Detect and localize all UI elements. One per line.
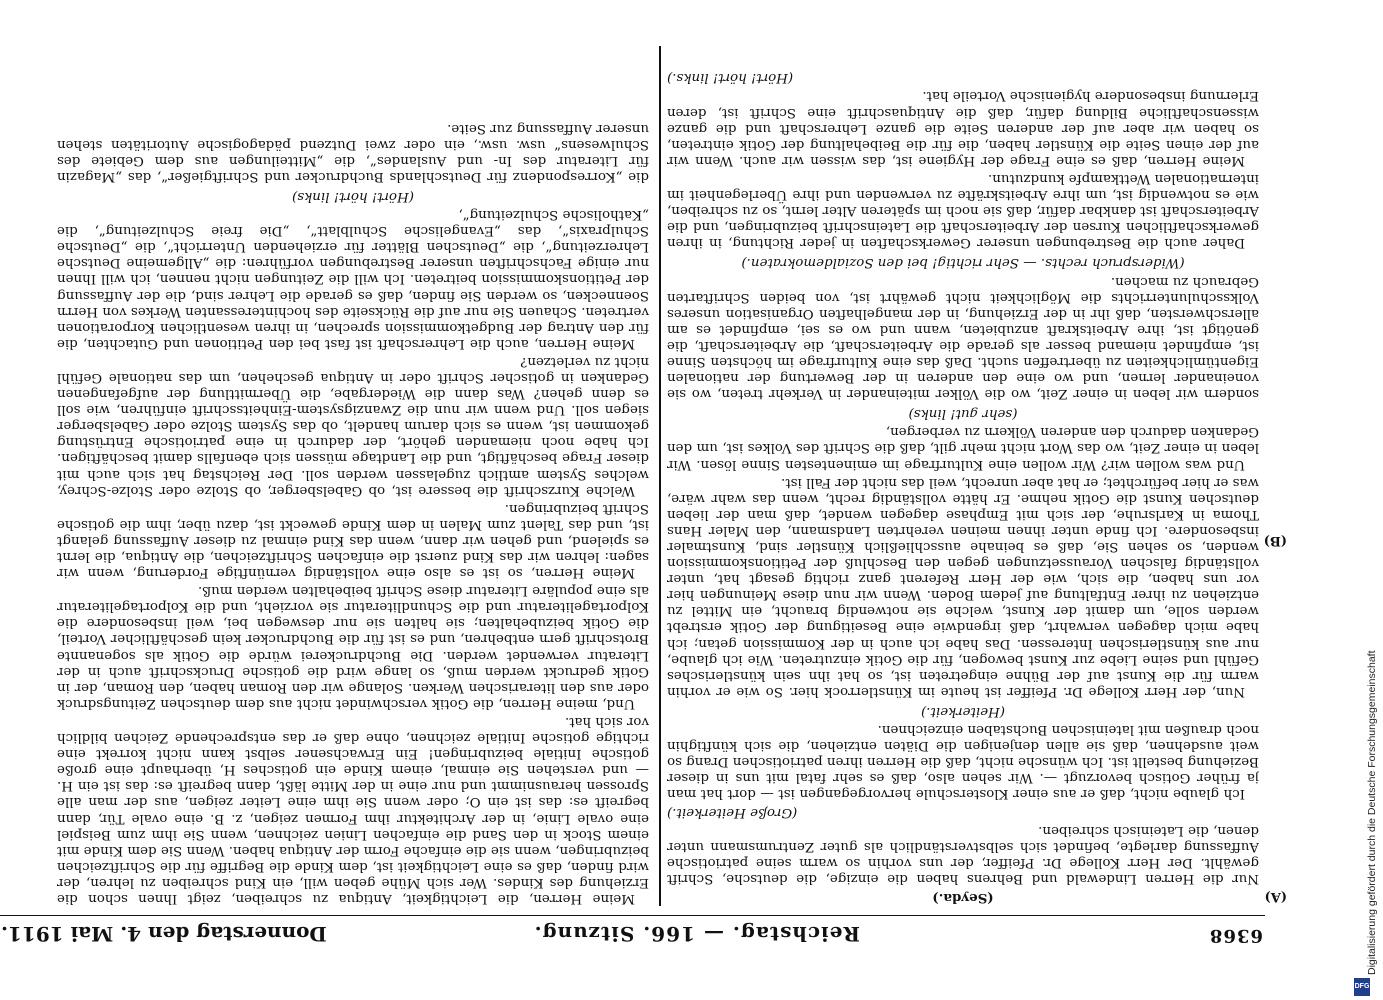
- credit-text: Digitalisierung gefördert durch die Deutsche Forschungsgemeinschaft: [1366, 650, 1378, 975]
- paragraph: Ich glaube nicht, daß er aus einer Klosterschule hervorgegangen ist — dort hat man ja früher Gotisch bevorzugt —. Wir sehen also, daß es sehr fatal mit uns in dieser Beziehung bestellt ist. Ich wünsche nicht, daß die Herren ihren patriotischen Drang so weit ausdehnen, daß sie allen denjenigen die Diäten entziehen, die sich künftighin noch draußen mit lateinischen Buchstaben einzeichnen.: [667, 722, 1259, 802]
- paragraph: Daher auch die Bestrebungen unserer Gewerkschaften in jeder Richtung, in ihren gewerkschaftlichen Kursen der Arbeiterschaft die Lateinschrift beizubringen, und die Arbeiterschaft ist dankbar dafür, daß sie noch im späteren Alter lernt, so zu schreiben, wie es notwendig ist, um ihre Arbeitskräfte zu verwenden und ihre Überlegenheit im internationalen Wettkampfe kundzutun.: [667, 170, 1259, 251]
- paragraph: die „Korrespondenz für Deutschlands Buchdrucker und Schriftgießer“, das „Magazin für Literatur des In- und Auslandes“, die „Mitteilungen aus dem Gebiete des Schulwesens“ usw. usw., ein oder zwei Dutzend pädagogische Autoritäten stehen unserer Auffassung zur Seite.: [57, 120, 649, 184]
- remark: (Hört! hört! links.): [667, 70, 794, 86]
- paragraph: sondern wir leben in einer Zeit, wo die Völker miteinander in Verkehr treten, wo sie voneinander lernen, und wo eine den anderen in der Bewertung der nationalen Eigentümlichkeiten zu übertreffen sucht. Daß das eine Kulturfrage im höchsten Sinne ist, empfindet niemand besser als gerade die Arbeiterschaft, die Arbeiterschaft, die genötigt ist, ihre Arbeitskraft anzubieten, wann und wo es sei, empfindet es am allerschwersten, daß ihr in der Erziehung, in der mangelhaften Organisation unseres Volksschulunterrichts die Möglichkeit nicht gewährt ist, von beiden Schriftarten Gebrauch zu machen.: [667, 273, 1259, 402]
- page-header: [0, 915, 1265, 950]
- paragraph: Nur die Herren Lindewald und Behrens haben die einzige, die deutsche, Schrift gewählt. Der Herr Kollege Dr. Pfeiffer, der uns vorhin so warm seine patriotische Auffassung darlegte, befindet sich selbstverständlich als guter Zentrumsmann unter denen, die Lateinisch schreiben.: [667, 822, 1259, 886]
- margin-mark-b: (B): [1263, 533, 1287, 548]
- session-date: Donnerstag den 4. Mai 1911.: [1, 922, 327, 946]
- paragraph: Meine Herren, die Leichtigkeit, Antiqua zu schreiben, zeigt Ihnen schon die Erziehung des Kindes. Wer sich Mühe geben will, ein Kind schreiben zu lehren, der wird finden, daß es eine Leichtigkeit ist, dem Kinde die Begriffe für die Schriftzeichen beizubringen, wenn sie die einfache Form der Antiqua haben. Wenn Sie dem Kinde mit einem Stock in den Sand die einfachen Linien zeichnen, wenn Sie ihm zum Beispiel eine ovale Linie, in der Architektur ihm Formen zeigen, z. B. eine ovale Tür, dann begreift es: das ist ein O; oder wenn Sie ihm eine Leiter zeigen, aus der man alle Sprossen herausnimmt und nur eine in der Mitte läßt, dann begreift es: das ist ein H. — und verstehen Sie einmal, einem Kinde ein gotisches H, überhaupt eine große gotische Initiale beizubringen! Ein Erwachsener selbst kann nicht korrekt eine richtige gotische Initiale zeichnen, ohne daß er das entsprechende Zeichen bildlich vor sich hat.: [57, 713, 649, 906]
- right-column: [57, 46, 649, 906]
- remark: (Widerspruch rechts. — Sehr richtig! bei den Sozialdemokraten.): [741, 255, 1185, 271]
- remark: (sehr gut! links): [908, 406, 1018, 422]
- paragraph: Meine Herren, so ist es also eine vollständig vernünftige Forderung, wenn wir sagen: lehren wir das Kind zuerst die einfachen Schriftzeichen, die Antiqua, die lernt es spielend, und gehen wir dann, wenn das Kind einmal zu dieser Auffassung gelangt ist, und das Talent zum Malen in dem Kinde geweckt ist, dazu über, ihm die gotische Schrift beizubringen.: [57, 500, 649, 581]
- left-column: [667, 46, 1259, 906]
- page-content: [0, 40, 1287, 950]
- paragraph: Welche Kurzschrift die bessere ist, ob Gabelsberger, ob Stolze oder Stolze-Schrey, welches System amtlich zugelassen werden soll. Der Reichstag hat sich auch mit dieser Frage beschäftigt, und die Landtage müssen sich ebenfalls damit beschäftigen. Ich habe noch niemanden gehört, der dadurch in eine patriotische Entrüstung gekommen ist, wenn es sich darum handelt, ob das System Stolze oder Gabelsberger siegen soll. Und wenn wir nun die Zwanzigsystem-Einheitsschrift einführen, wie soll es denn gehen? Was dann die Wiedergabe, die Übermittlung der aufgefangenen Gedanken in gotischer Schrift oder in Antiqua geschehen, um das nationale Gefühl nicht zu verletzen?: [57, 353, 649, 498]
- paragraph: Meine Herren, auch die Lehrerschaft ist fast bei den Petitionen und Gutachten, die für den Antrag der Budgetkommission sprechen, in ihren wesentlichen Korporationen vertreten. Schauen Sie nur auf die Rückseite des hochinteressanten Werkes von Herrn Soennecken, so werden Sie finden, daß es gerade die Lehrer sind, die der Auffassung der Petitionskommission beitreten. Ich will die Zeitungen nicht nennen, ich will Ihnen nur einige Fachschriften unserer Bestrebungen vorführen: die „Allgemeine Deutsche Lehrerzeitung“, die „Deutschen Blätter für erziehenden Unterricht“, die „Deutsche Schulpraxis“, das „Evangelische Schulblatt“, „Die freie Schulzeitung“, die „Katholische Schulzeitung“,: [57, 207, 649, 351]
- dfg-logo-icon: DFG: [1354, 978, 1370, 996]
- paragraph: Und, meine Herren, die Gotik verschwindet nicht aus dem deutschen Zeitungsdruck oder aus den literarischen Werken. Solange wir den Roman haben, den Roman, der in Gotik gedruckt werden muß, so lange wird die gotische Druckschrift auch in der Literatur verwendet werden. Die Buchdruckerei würde die Gotik als sogenannte Brotschrift gern entbehren, und es ist für die Buchdrucker kein geschäftlicher Vorteil, die Gotik beizubehalten; sie halten sie nur deswegen bei, weil insbesondere die Kolportageliteratur und die Schundliteratur sie vorzieht, und die Kolportageliteratur als eine populäre Literatur diese Schrift beibehalten werden muß.: [57, 583, 649, 711]
- remark: (Heiterkeit.): [921, 703, 1005, 719]
- speaker-tag: (Seyda.): [932, 890, 994, 906]
- page-number: 6368: [1208, 925, 1263, 946]
- paragraph: Und was wollen wir? Wir wollen eine Kulturfrage im eminentesten Sinne lösen. Wir leben in einer Zeit, wo das Wort nicht mehr gilt, daß die Schrift des Volkes ist, um den Gedanken dadurch den anderen Völkern zu verbergen,: [667, 424, 1259, 472]
- column-divider: [660, 46, 662, 906]
- funding-credit: [1346, 0, 1383, 1000]
- remark: (Große Heiterkeit.): [667, 804, 798, 820]
- margin-mark-a: (A): [1264, 889, 1287, 904]
- paragraph: Meine Herren, daß es eine Frage der Hygiene ist, das wissen wir auch. Wenn wir auf der einen Seite die Künstler haben, die für die Beibehaltung der Gotik eintreten, so haben wir aber auf der anderen Seite die ganze Lehrerschaft und die ganze wissenschaftliche Bildung dafür, daß die Antiquaschrift eine Schrift ist, deren Erlernung insbesondere hygienische Vorteile hat.: [667, 88, 1259, 168]
- running-title: Reichstag. — 166. Sitzung.: [533, 922, 860, 946]
- paragraph: Nun, der Herr Kollege Dr. Pfeiffer ist heute im Künstlerrock hier. So wie er vorhin warm für die Kunst auf der Bühne eingetreten ist, so hat ihn sein künstlerisches Gefühl und seine Liebe zur Kunst bewogen, für die Gotik einzutreten. Wie ich glaube, nur aus künstlerischen Interessen. Das habe ich auch in der Kommission getan; ich habe mich dagegen verwahrt, daß irgendwie eine Beseitigung der Gotik erstrebt werden solle, um damit der Kunst, welche sie notwendig braucht, ein Mittel zu entziehen zu ihrer Entfaltung auf jedem Boden. Wenn wir nun diese Meinungen hier vor uns haben, die sich, wie der Herr Referent ganz richtig gesagt hat, unter vollständig falschen Voraussetzungen gegen den Beschluß der Petitionskommission wenden, so sehen Sie, daß es beinahe ausschließlich Künstler sind, Kunstmaler insbesondere. Ich finde unter ihnen meinen verehrten Landsmann, den Maler Hans Thoma in Karlsruhe, der sich mit Emphase dagegen wendet, daß man der lieben deutschen Kunst die Gotik nehme. Er hätte vollständig recht, wenn das wahr wäre, was er hier befürchtet; er hat aber unrecht, weil das nicht der Fall ist.: [667, 474, 1259, 699]
- remark: (Hört! hört! links): [292, 188, 414, 204]
